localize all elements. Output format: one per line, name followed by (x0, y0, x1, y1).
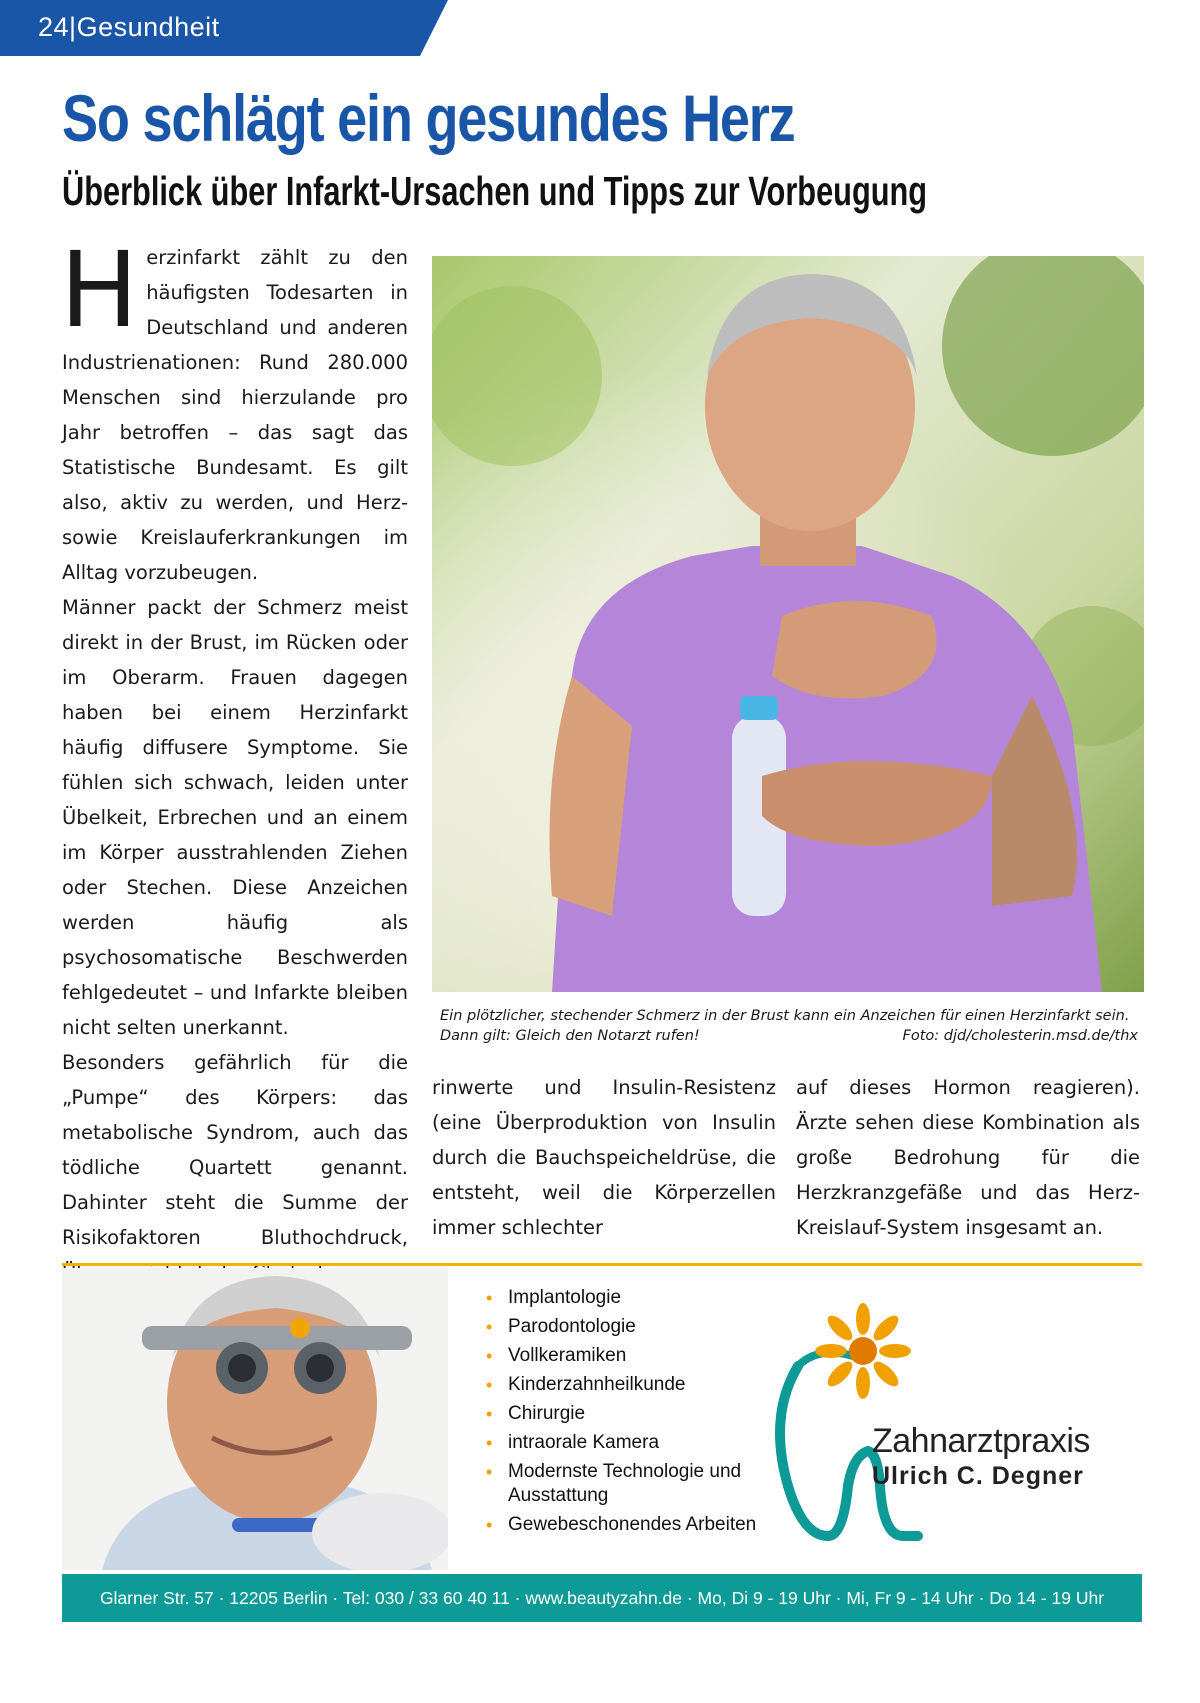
service-label: Modernste Technologie und Ausstattung (508, 1461, 742, 1506)
ad-divider (62, 1263, 1142, 1266)
service-item (482, 1344, 762, 1368)
section-name: Gesundheit (76, 12, 220, 42)
service-item (482, 1431, 762, 1455)
article-title: So schlägt ein gesundes Herz (62, 81, 795, 155)
bullet-icon: • (486, 1346, 493, 1366)
bullet-icon: • (486, 1375, 493, 1395)
doctor-name: Ulrich C. Degner (872, 1462, 1084, 1490)
article-subtitle: Überblick über Infarkt-Ursachen und Tipps zur Vorbeugung (62, 168, 928, 214)
article-photo (432, 256, 1144, 992)
man-holding-chest-image (432, 256, 1144, 992)
dentist-with-loupes-image (62, 1268, 448, 1570)
bullet-icon: • (486, 1433, 493, 1453)
article-middle-column: rinwerte und Insulin-Resistenz (eine Überproduktion von Insulin durch die Bauchspeicheldrüse, die entsteht, weil die Körperzellen immer schlechter (432, 1076, 776, 1239)
practice-name: Zahnarztpraxis (872, 1422, 1090, 1460)
section-label (38, 12, 220, 43)
contact-footer-bar (62, 1574, 1142, 1622)
service-label: Chirurgie (508, 1403, 586, 1424)
contact-info: Glarner Str. 57 · 12205 Berlin · Tel: 030 / 33 60 40 11 · www.beautyzahn.de · Mo, Di 9 - 19 Uhr · Mi, Fr 9 - 14 Uhr · Do 14 - 19 Uhr (99, 1588, 1105, 1608)
service-label: Implantologie (508, 1287, 622, 1308)
service-item (482, 1286, 762, 1310)
tooth-flower-logo-icon (758, 1286, 1058, 1546)
article-right-column: auf dieses Hormon reagieren). Ärzte sehen diese Kombination als große Bedrohung für die Herzkranzgefäße und das Herz-Kreislauf-System insgesamt an. (796, 1076, 1140, 1239)
service-label: Gewebeschonendes Arbeiten (508, 1514, 757, 1535)
syndrome-paragraph: Besonders gefährlich für die „Pumpe“ des Körpers: das metabolische Syndrom, auch das tödliche Quartett genannt. Dahinter steht die Summe der Risikofaktoren Bluthochdruck, (62, 1051, 408, 1249)
service-label: Parodontologie (508, 1316, 636, 1337)
service-item (482, 1460, 762, 1508)
bullet-icon: • (486, 1317, 493, 1337)
dentist-photo (62, 1268, 448, 1570)
drop-cap: H (60, 229, 139, 351)
photo-credit: Foto: djd/cholesterin.msd.de/thx (902, 1028, 1138, 1044)
intro-paragraph (60, 229, 408, 590)
service-item (482, 1315, 762, 1339)
article-left-column (60, 229, 408, 1290)
service-label: Kinderzahnheilkunde (508, 1374, 686, 1395)
bullet-icon: • (486, 1404, 493, 1424)
bullet-icon: • (486, 1462, 493, 1482)
service-label: Vollkeramiken (508, 1345, 627, 1366)
service-label: intraorale Kamera (508, 1432, 660, 1453)
service-item (482, 1373, 762, 1397)
bullet-icon: • (486, 1515, 493, 1535)
symptoms-paragraph: Männer packt der Schmerz meist direkt in der Brust, im Rücken oder im Oberarm. Frauen dagegen haben bei einem Herzinfarkt häufig diffusere Symptome. Sie fühlen sich schwach, leiden unter Übelkeit, Erbrechen und an einem im Körper ausstrahlenden Ziehen oder Stechen. Diese Anzeichen werden häufig als psychosomatische Beschwerden fehlgedeutet – und Infarkte bleiben nicht selten unerkannt. (62, 596, 408, 1039)
header-separator: | (69, 12, 77, 42)
service-item (482, 1402, 762, 1426)
service-item (482, 1513, 762, 1537)
page-number: 24 (38, 12, 70, 42)
services-list (482, 1286, 762, 1542)
section-header-tab (0, 0, 448, 56)
bullet-icon: • (486, 1288, 493, 1308)
intro-text: erzinfarkt zählt zu den häufigsten Todesarten in Deutschland und anderen Industrienationen: Rund 280.000 Menschen sind hierzulande pro Jahr betroffen – das sagt das Statistische Bundesamt. Es gilt also, aktiv zu werden, und Herz- sowie Kreislauferkrankungen im Alltag vorzubeugen. (62, 246, 408, 584)
photo-caption (440, 1006, 1138, 1046)
caption-text: Ein plötzlicher, stechender Schmerz in der Brust kann ein Anzeichen für einen Herzinfarkt sein. Dann gilt: Gleich den Notarzt rufen! (440, 1008, 1130, 1044)
